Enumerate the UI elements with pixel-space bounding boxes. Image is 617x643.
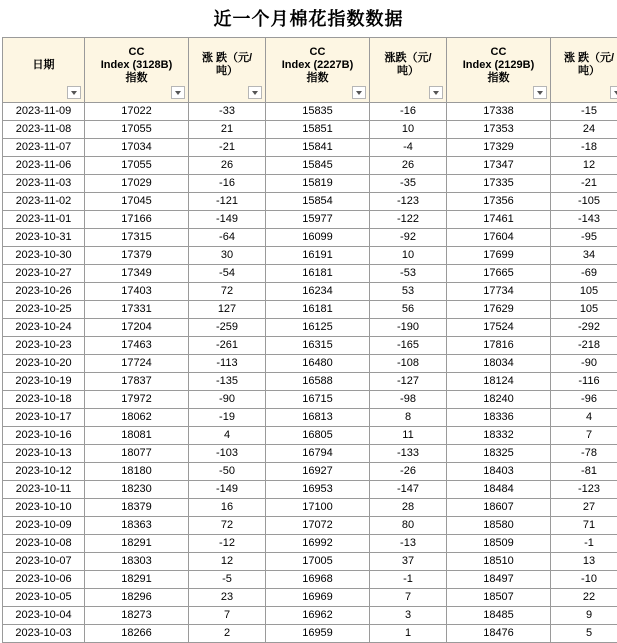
cell-i2129: 18507 <box>447 589 551 607</box>
cell-i2129: 17335 <box>447 175 551 193</box>
cell-date: 2023-10-03 <box>3 625 85 643</box>
column-header-change-2129b <box>551 38 617 103</box>
cell-c2129: -90 <box>551 355 617 373</box>
cell-c2227: -127 <box>370 373 447 391</box>
cell-date: 2023-10-31 <box>3 229 85 247</box>
column-header-index-2129b-line3: 指数 <box>448 72 549 85</box>
table-header-row <box>3 38 617 103</box>
cell-i2227: 16099 <box>266 229 370 247</box>
cell-c2129: -218 <box>551 337 617 355</box>
cell-c3128: -113 <box>189 355 266 373</box>
column-header-index-2227b <box>266 38 370 103</box>
cell-i3128: 17166 <box>85 211 189 229</box>
filter-dropdown-icon[interactable] <box>610 86 617 99</box>
cell-i3128: 18303 <box>85 553 189 571</box>
cell-c3128: 7 <box>189 607 266 625</box>
table-row <box>3 337 617 355</box>
cell-c2129: -116 <box>551 373 617 391</box>
cell-c2129: -1 <box>551 535 617 553</box>
cell-i2227: 16962 <box>266 607 370 625</box>
cell-date: 2023-11-03 <box>3 175 85 193</box>
cell-i2129: 18607 <box>447 499 551 517</box>
cell-i3128: 17204 <box>85 319 189 337</box>
cell-i2227: 16927 <box>266 463 370 481</box>
cell-c2129: -143 <box>551 211 617 229</box>
column-header-index-2227b-line1: CC <box>267 46 368 59</box>
cell-c2227: -122 <box>370 211 447 229</box>
cell-c2227: -53 <box>370 265 447 283</box>
cell-i2227: 17072 <box>266 517 370 535</box>
cell-c2129: -292 <box>551 319 617 337</box>
cell-date: 2023-10-10 <box>3 499 85 517</box>
cell-date: 2023-10-05 <box>3 589 85 607</box>
column-header-date <box>3 38 85 103</box>
cell-c2227: 1 <box>370 625 447 643</box>
cell-i2227: 16480 <box>266 355 370 373</box>
cell-c3128: 72 <box>189 283 266 301</box>
table-row <box>3 121 617 139</box>
cell-i2227: 15835 <box>266 103 370 121</box>
cell-i2129: 17734 <box>447 283 551 301</box>
cell-i2129: 17665 <box>447 265 551 283</box>
cell-i2227: 16715 <box>266 391 370 409</box>
cell-i2227: 15819 <box>266 175 370 193</box>
cell-c2227: -35 <box>370 175 447 193</box>
cell-i2227: 15845 <box>266 157 370 175</box>
cell-i3128: 18180 <box>85 463 189 481</box>
table-row <box>3 499 617 517</box>
cell-i2129: 17699 <box>447 247 551 265</box>
cell-date: 2023-10-25 <box>3 301 85 319</box>
cell-c2129: 12 <box>551 157 617 175</box>
cell-c2227: -4 <box>370 139 447 157</box>
cell-date: 2023-11-01 <box>3 211 85 229</box>
cell-c3128: -16 <box>189 175 266 193</box>
cell-i2129: 17816 <box>447 337 551 355</box>
cell-c3128: -261 <box>189 337 266 355</box>
cell-c3128: 12 <box>189 553 266 571</box>
cell-i2129: 17461 <box>447 211 551 229</box>
cell-i2129: 17604 <box>447 229 551 247</box>
cell-c2227: 7 <box>370 589 447 607</box>
cell-i2227: 16181 <box>266 265 370 283</box>
column-header-change-3128b-line1: 涨 跌（元/ <box>190 52 264 65</box>
cell-i2129: 18509 <box>447 535 551 553</box>
filter-dropdown-icon[interactable] <box>533 86 547 99</box>
column-header-date-label: 日期 <box>4 59 83 72</box>
cell-c2227: -1 <box>370 571 447 589</box>
cell-i2129: 18403 <box>447 463 551 481</box>
cell-c2227: 10 <box>370 247 447 265</box>
table-row <box>3 157 617 175</box>
column-header-index-2129b-line1: CC <box>448 46 549 59</box>
cell-c2129: -15 <box>551 103 617 121</box>
cell-date: 2023-10-20 <box>3 355 85 373</box>
cell-i2129: 18034 <box>447 355 551 373</box>
cell-c3128: 4 <box>189 427 266 445</box>
cell-c3128: -54 <box>189 265 266 283</box>
cell-c2129: 4 <box>551 409 617 427</box>
cell-i3128: 17463 <box>85 337 189 355</box>
cell-c2227: -98 <box>370 391 447 409</box>
cell-i2129: 17353 <box>447 121 551 139</box>
cell-c2129: -95 <box>551 229 617 247</box>
cell-i2129: 17356 <box>447 193 551 211</box>
cell-i2227: 16805 <box>266 427 370 445</box>
cell-date: 2023-10-17 <box>3 409 85 427</box>
cell-i2227: 16315 <box>266 337 370 355</box>
cell-date: 2023-10-19 <box>3 373 85 391</box>
filter-dropdown-icon[interactable] <box>429 86 443 99</box>
cell-c3128: 2 <box>189 625 266 643</box>
cell-c2129: 22 <box>551 589 617 607</box>
cell-c3128: -135 <box>189 373 266 391</box>
cell-date: 2023-10-08 <box>3 535 85 553</box>
cell-i3128: 18062 <box>85 409 189 427</box>
column-header-change-2129b-line2: 吨） <box>552 65 617 78</box>
cell-c2227: 3 <box>370 607 447 625</box>
cell-c2227: 56 <box>370 301 447 319</box>
cell-c3128: -5 <box>189 571 266 589</box>
cell-i2129: 18580 <box>447 517 551 535</box>
table-row <box>3 463 617 481</box>
filter-dropdown-icon[interactable] <box>171 86 185 99</box>
cell-c2227: 10 <box>370 121 447 139</box>
cell-i3128: 18266 <box>85 625 189 643</box>
table-row <box>3 625 617 643</box>
cell-i2129: 18240 <box>447 391 551 409</box>
cell-i2129: 18124 <box>447 373 551 391</box>
cell-i2227: 15854 <box>266 193 370 211</box>
cell-i3128: 18273 <box>85 607 189 625</box>
cell-c2227: 28 <box>370 499 447 517</box>
cell-c2227: -26 <box>370 463 447 481</box>
table-row <box>3 535 617 553</box>
cell-i3128: 17349 <box>85 265 189 283</box>
cell-c3128: 26 <box>189 157 266 175</box>
cell-c2129: -69 <box>551 265 617 283</box>
cell-i3128: 17331 <box>85 301 189 319</box>
cell-c3128: -149 <box>189 211 266 229</box>
cell-i2129: 17329 <box>447 139 551 157</box>
cell-c2227: -147 <box>370 481 447 499</box>
cell-date: 2023-11-08 <box>3 121 85 139</box>
cell-i2129: 18476 <box>447 625 551 643</box>
cell-c2227: -13 <box>370 535 447 553</box>
table-row <box>3 589 617 607</box>
column-header-index-2129b <box>447 38 551 103</box>
cell-i3128: 17034 <box>85 139 189 157</box>
cell-c2227: 11 <box>370 427 447 445</box>
table-row <box>3 211 617 229</box>
cell-i2129: 18325 <box>447 445 551 463</box>
cell-c3128: -21 <box>189 139 266 157</box>
cell-c2129: 71 <box>551 517 617 535</box>
cell-c3128: -50 <box>189 463 266 481</box>
cell-c3128: 30 <box>189 247 266 265</box>
table-row <box>3 571 617 589</box>
table-row <box>3 355 617 373</box>
cell-i2227: 16992 <box>266 535 370 553</box>
cell-i3128: 18291 <box>85 535 189 553</box>
cell-c2227: -16 <box>370 103 447 121</box>
cell-c3128: 127 <box>189 301 266 319</box>
cell-i2227: 16588 <box>266 373 370 391</box>
cell-c2129: 7 <box>551 427 617 445</box>
cell-c2227: -133 <box>370 445 447 463</box>
cell-c2227: -190 <box>370 319 447 337</box>
cell-c2227: 37 <box>370 553 447 571</box>
cell-i3128: 18291 <box>85 571 189 589</box>
cell-i2227: 16234 <box>266 283 370 301</box>
cotton-index-table <box>2 37 617 643</box>
table-row <box>3 409 617 427</box>
cell-i3128: 18230 <box>85 481 189 499</box>
filter-dropdown-icon[interactable] <box>352 86 366 99</box>
cell-c2129: 24 <box>551 121 617 139</box>
cell-i3128: 18081 <box>85 427 189 445</box>
table-row <box>3 103 617 121</box>
cell-i3128: 17055 <box>85 121 189 139</box>
cell-date: 2023-11-09 <box>3 103 85 121</box>
cell-i2129: 18510 <box>447 553 551 571</box>
cell-date: 2023-10-11 <box>3 481 85 499</box>
cell-date: 2023-11-06 <box>3 157 85 175</box>
cell-date: 2023-10-27 <box>3 265 85 283</box>
cell-i3128: 17022 <box>85 103 189 121</box>
table-row <box>3 319 617 337</box>
cell-i3128: 17837 <box>85 373 189 391</box>
cell-date: 2023-11-02 <box>3 193 85 211</box>
table-row <box>3 265 617 283</box>
cell-c2129: -18 <box>551 139 617 157</box>
cell-c2129: 105 <box>551 301 617 319</box>
cell-c2227: 26 <box>370 157 447 175</box>
table-row <box>3 391 617 409</box>
column-header-index-3128b <box>85 38 189 103</box>
cell-c2129: -123 <box>551 481 617 499</box>
cell-i2129: 18336 <box>447 409 551 427</box>
column-header-index-2129b-line2: Index (2129B) <box>448 59 549 72</box>
cell-i3128: 17029 <box>85 175 189 193</box>
cell-c2129: 27 <box>551 499 617 517</box>
cell-date: 2023-10-23 <box>3 337 85 355</box>
cell-i3128: 18296 <box>85 589 189 607</box>
cell-date: 2023-10-06 <box>3 571 85 589</box>
cell-i3128: 18077 <box>85 445 189 463</box>
cell-i3128: 17045 <box>85 193 189 211</box>
cell-c3128: 21 <box>189 121 266 139</box>
column-header-change-2227b-line2: 吨） <box>371 65 445 78</box>
cell-i3128: 17055 <box>85 157 189 175</box>
cell-date: 2023-10-18 <box>3 391 85 409</box>
cell-c2129: -21 <box>551 175 617 193</box>
cell-c2129: -10 <box>551 571 617 589</box>
filter-dropdown-icon[interactable] <box>248 86 262 99</box>
cell-i3128: 17724 <box>85 355 189 373</box>
column-header-change-2227b <box>370 38 447 103</box>
cell-i3128: 17403 <box>85 283 189 301</box>
cell-c2227: 8 <box>370 409 447 427</box>
cell-i2129: 17524 <box>447 319 551 337</box>
cell-date: 2023-10-13 <box>3 445 85 463</box>
cell-date: 2023-10-16 <box>3 427 85 445</box>
cell-i2227: 15841 <box>266 139 370 157</box>
cell-c2227: 80 <box>370 517 447 535</box>
cell-c2227: 53 <box>370 283 447 301</box>
cell-i2129: 18497 <box>447 571 551 589</box>
cell-c2227: -123 <box>370 193 447 211</box>
cell-i3128: 17379 <box>85 247 189 265</box>
cell-c2129: 13 <box>551 553 617 571</box>
column-header-index-2227b-line3: 指数 <box>267 72 368 85</box>
cell-c3128: -33 <box>189 103 266 121</box>
cell-i2227: 16191 <box>266 247 370 265</box>
table-row <box>3 517 617 535</box>
table-body <box>3 103 617 643</box>
column-header-change-3128b <box>189 38 266 103</box>
cell-c3128: -64 <box>189 229 266 247</box>
table-row <box>3 481 617 499</box>
cell-date: 2023-10-26 <box>3 283 85 301</box>
cell-i2227: 16968 <box>266 571 370 589</box>
cell-i2129: 17629 <box>447 301 551 319</box>
cell-i2129: 18484 <box>447 481 551 499</box>
filter-dropdown-icon[interactable] <box>67 86 81 99</box>
column-header-index-3128b-line1: CC <box>86 46 187 59</box>
cell-c2129: 5 <box>551 625 617 643</box>
column-header-change-2227b-line1: 涨跌（元/ <box>371 52 445 65</box>
cell-date: 2023-10-24 <box>3 319 85 337</box>
cell-i3128: 18379 <box>85 499 189 517</box>
cell-c2129: 9 <box>551 607 617 625</box>
table-row <box>3 283 617 301</box>
cell-i2227: 16125 <box>266 319 370 337</box>
cell-i2129: 17338 <box>447 103 551 121</box>
cell-c2129: -96 <box>551 391 617 409</box>
cell-c3128: -12 <box>189 535 266 553</box>
table-row <box>3 193 617 211</box>
cell-c3128: -149 <box>189 481 266 499</box>
column-header-change-2129b-line1: 涨 跌（元/ <box>552 52 617 65</box>
cell-c3128: -103 <box>189 445 266 463</box>
cell-c3128: -121 <box>189 193 266 211</box>
cell-c3128: -19 <box>189 409 266 427</box>
cell-i2227: 15851 <box>266 121 370 139</box>
cell-c3128: 72 <box>189 517 266 535</box>
column-header-index-2227b-line2: Index (2227B) <box>267 59 368 72</box>
table-row <box>3 175 617 193</box>
cell-date: 2023-10-09 <box>3 517 85 535</box>
cell-i2227: 16813 <box>266 409 370 427</box>
cell-c2129: 34 <box>551 247 617 265</box>
cell-i2227: 17005 <box>266 553 370 571</box>
table-row <box>3 139 617 157</box>
cell-c2227: -165 <box>370 337 447 355</box>
cell-i2227: 16794 <box>266 445 370 463</box>
cell-i2129: 17347 <box>447 157 551 175</box>
cell-date: 2023-10-04 <box>3 607 85 625</box>
cell-i2129: 18332 <box>447 427 551 445</box>
cell-c2129: -81 <box>551 463 617 481</box>
table-row <box>3 607 617 625</box>
cell-c3128: 23 <box>189 589 266 607</box>
page-title: 近一个月棉花指数数据 <box>0 0 617 37</box>
table-row <box>3 427 617 445</box>
cell-date: 2023-10-07 <box>3 553 85 571</box>
cell-c2227: -92 <box>370 229 447 247</box>
cell-date: 2023-10-30 <box>3 247 85 265</box>
cell-i2227: 16953 <box>266 481 370 499</box>
table-row <box>3 553 617 571</box>
column-header-change-3128b-line2: 吨） <box>190 65 264 78</box>
cell-c3128: -259 <box>189 319 266 337</box>
cell-date: 2023-10-12 <box>3 463 85 481</box>
cell-c3128: -90 <box>189 391 266 409</box>
column-header-index-3128b-line2: Index (3128B) <box>86 59 187 72</box>
cell-i2129: 18485 <box>447 607 551 625</box>
cell-c2129: -105 <box>551 193 617 211</box>
table-row <box>3 229 617 247</box>
cell-c2129: 105 <box>551 283 617 301</box>
table-row <box>3 445 617 463</box>
cell-i2227: 17100 <box>266 499 370 517</box>
cell-c2129: -78 <box>551 445 617 463</box>
table-row <box>3 247 617 265</box>
cell-i2227: 16181 <box>266 301 370 319</box>
column-header-index-3128b-line3: 指数 <box>86 72 187 85</box>
table-row <box>3 373 617 391</box>
cell-i2227: 16959 <box>266 625 370 643</box>
cell-c2227: -108 <box>370 355 447 373</box>
cell-date: 2023-11-07 <box>3 139 85 157</box>
cell-i2227: 15977 <box>266 211 370 229</box>
cell-i2227: 16969 <box>266 589 370 607</box>
cell-i3128: 17315 <box>85 229 189 247</box>
cell-i3128: 17972 <box>85 391 189 409</box>
cell-c3128: 16 <box>189 499 266 517</box>
cell-i3128: 18363 <box>85 517 189 535</box>
table-row <box>3 301 617 319</box>
